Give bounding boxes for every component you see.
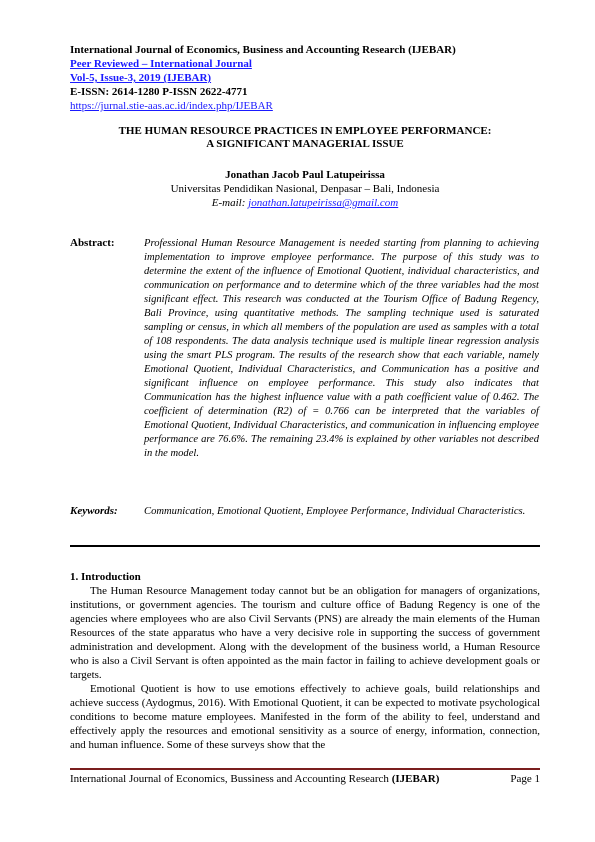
- keywords-label: Keywords:: [70, 505, 118, 517]
- email-label: E-mail:: [211, 197, 249, 209]
- author-email-link[interactable]: jonathan.latupeirissa@gmail.com: [248, 197, 399, 209]
- abstract-label: Abstract:: [70, 237, 115, 249]
- title-line-1: THE HUMAN RESOURCE PRACTICES IN EMPLOYEE PERFORMANCE:: [118, 125, 492, 137]
- issn-text: E-ISSN: 2614-1280 P-ISSN 2622-4771: [70, 86, 248, 98]
- author-email-line: [70, 196, 540, 210]
- keywords-text: Communication, Emotional Quotient, Employee Performance, Individual Characteristics.: [144, 506, 526, 517]
- introduction-paragraph-2: Emotional Quotient is how to use emotions effectively to achieve goals, build relationships and achieve success (Aydogmus, 2016). With Emotional Quotient, it can be expected to motivate psychological conditions to become mature employees. Manifested in the form of the ability to feel, understand and effectively apply the resources and emotional sensitivity as a source of energy, information, connection, and human influence. Some of these surveys show that the: [70, 683, 540, 751]
- section-divider: [70, 545, 540, 547]
- journal-name: International Journal of Economics, Business and Accounting Research (IJEBAR): [70, 44, 456, 56]
- journal-header: [70, 43, 456, 113]
- abstract-text: Professional Human Resource Management is needed starting from planning to achieving implementation to improve employee performance. The purpose of this study was to determine the extent of the influence of Emotional Quotient, individual characteristics, and communication on performance and to determine which of the three variables had the most significant effect. This research was conducted at the Tourism Office of Badung Regency, Bali Province, using quantitative methods. The sampling technique used is saturated sampling or census, in which all members of the population are used as samples with a total of 108 respondents. The data analysis technique used is multiple linear regression analysis using the smart PLS program. The results of the research show that each variable, namely Emotional Quotient, Individual Characteristics, and Communication has a positive and significant influence on employee performance. This study also indicates that Communication has the highest influence value with a path coefficient value of 0.462. The coefficient of determination (R2) of = 0.766 can be interpreted that the variables of Emotional Quotient, Individual Characteristics, and communication in influencing employee performance are 76.6%. The remaining 23.4% is explained by other variables not described in the model.: [144, 238, 539, 459]
- page-number: Page 1: [510, 773, 540, 785]
- footer-journal-name: International Journal of Economics, Bussiness and Accounting Research: [70, 773, 392, 785]
- title-line-2: A SIGNIFICANT MANAGERIAL ISSUE: [206, 138, 404, 150]
- footer-divider: [70, 768, 540, 770]
- author-name: Jonathan Jacob Paul Latupeirissa: [225, 169, 385, 181]
- paper-title: [70, 125, 540, 151]
- author-block: [70, 168, 540, 210]
- author-affiliation: Universitas Pendidikan Nasional, Denpasar – Bali, Indonesia: [170, 183, 440, 195]
- volume-link[interactable]: Vol-5, Issue-3, 2019 (IJEBAR): [70, 72, 212, 84]
- introduction-paragraph-1: The Human Resource Management today cannot but be an obligation for managers of organizations, institutions, or government agencies. The tourism and culture office of Badung Regency is one of the agencies where employees who are also Civil Servants (PNS) are already the main elements of the Human Resources of the state apparatus who have a very decisive role in supporting the success of government administration and development. Along with the development of the business world, a Human Resource who is also a Civil Servant is often appointed as the main factor in failing to achieve development goals or targets.: [70, 585, 540, 681]
- introduction-section: [70, 570, 540, 752]
- peer-reviewed-link[interactable]: Peer Reviewed – International Journal: [70, 58, 252, 70]
- introduction-heading: 1. Introduction: [70, 571, 141, 583]
- journal-url-link[interactable]: https://jurnal.stie-aas.ac.id/index.php/IJEBAR: [70, 100, 273, 112]
- footer-journal: [70, 772, 439, 786]
- footer-journal-abbr: (IJEBAR): [391, 773, 440, 785]
